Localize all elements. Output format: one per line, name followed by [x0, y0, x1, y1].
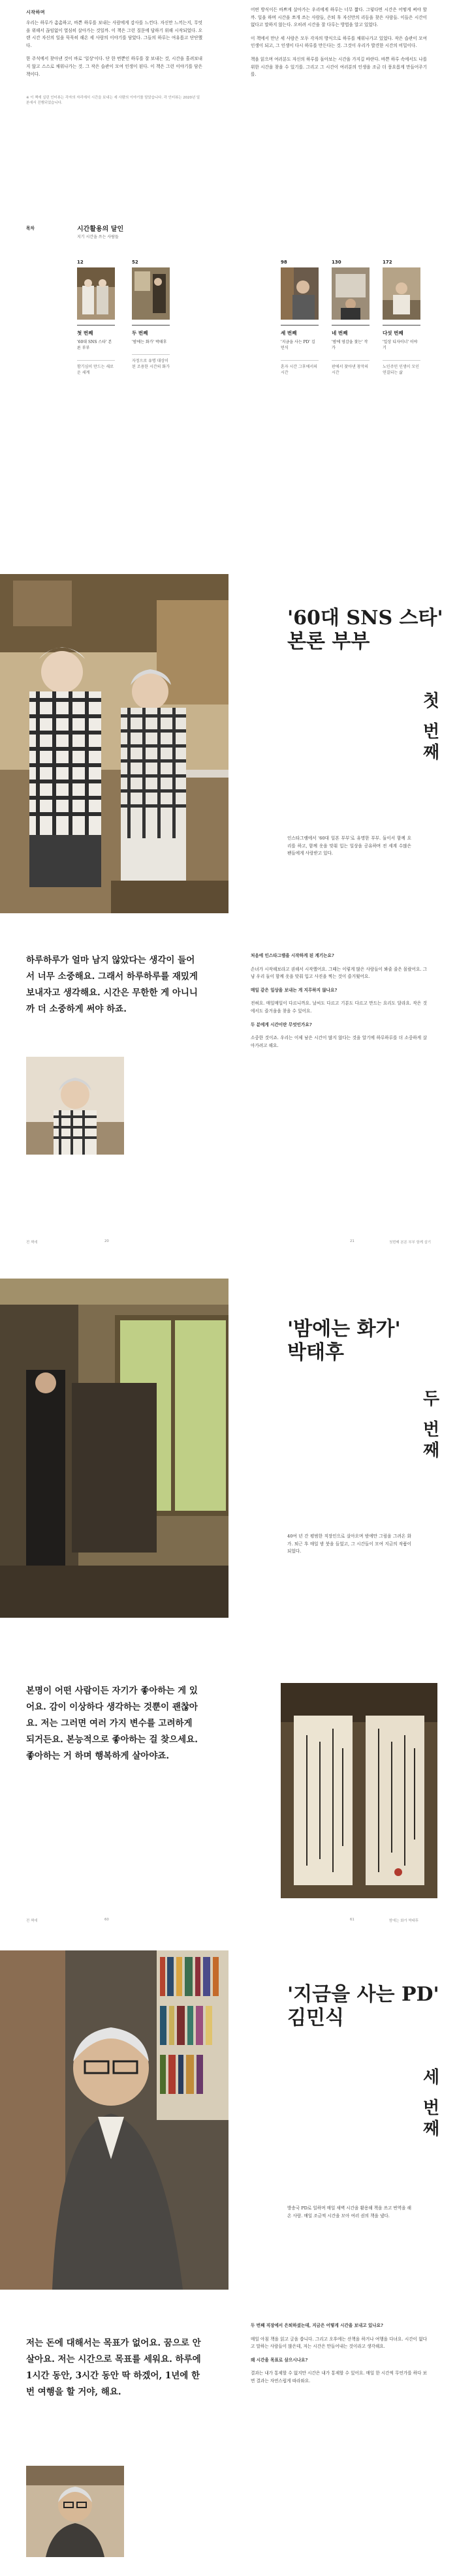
- toc-thumbnail: [132, 267, 170, 320]
- pd-title: [287, 1983, 439, 2030]
- pd-vertical-ordinal: 세 번째: [420, 2068, 439, 2141]
- toc-label: 목차: [26, 226, 35, 231]
- intro-paragraph: 어떤 방식이든 바쁘게 살아가는 우리에게 하루는 너무 짧다. 그렇다면 시간은 어떻게 써야 할까. 일을 하며 시간을 쪼개 쓰는 사람들, 은퇴 후 자신만의 리듬을 찾은 사람들. 이들은 시간이 없다고 말하지 않는다. 오히려 시간을 잘 다루는 방법을 알고 있었다.: [251, 7, 427, 28]
- toc-title: 시간활용의 달인: [77, 226, 124, 233]
- painter-title-line-1: '밤에는 화가': [287, 1318, 401, 1341]
- qa-answer: 손녀가 시작해보라고 권해서 시작했어요. 그때는 이렇게 많은 사람들이 봐줄 줄은 몰랐어요. 그냥 우리 둘이 함께 옷을 맞춰 입고 사진을 찍는 것이 즐거웠어요.: [251, 966, 427, 980]
- painter-vertical-ordinal: 두 번째: [420, 1389, 439, 1462]
- page-footer-right: 첫번째 본론 부부 함께 살기: [389, 1241, 432, 1245]
- couple-vertical-ordinal: 첫 번째: [420, 691, 439, 765]
- painter-studio-photo: [0, 1279, 228, 1618]
- qa-question: 두 분에게 시간이란 무엇인가요?: [251, 1022, 312, 1027]
- toc-person: '지금을 사는 PD' 김민식: [281, 340, 315, 350]
- toc-entry-5[interactable]: [383, 260, 420, 376]
- toc-entry-4[interactable]: [332, 260, 370, 376]
- couple-kitchen-photo: [0, 574, 228, 913]
- spread-couple-opener: [0, 574, 457, 913]
- intro-paragraph: 이 책에서 만난 세 사람은 모두 각자의 방식으로 하루를 채워나가고 있었다. 작은 습관이 모여 인생이 되고, 그 인생이 다시 하루를 만든다는 것. 그것이 우리가 발견한 시간의 비밀이다.: [251, 35, 427, 49]
- spread-painter-opener: [0, 1279, 457, 1618]
- intro-paragraph: 우리는 하루가 촘촘하고, 바쁜 하루를 보내는 사람에게 감사를 느낀다. 자신만 느끼는지, 무엇을 위해서 끊임없이 열심히 살아가는 것일까. 이 책은 그런 질문에 답하기 위해 시작되었다. 오랜 시간 자신의 일을 묵묵히 해온 세 사람의 이야기를 담았다. 그들의 하루는 여유롭고 단단했다.: [26, 20, 202, 48]
- qa-question: 매일 같은 일상을 보내는 게 지루하지 않나요?: [251, 987, 338, 993]
- pd-pull-quote: 저는 돈에 대해서는 목표가 없어요. 꿈으로 안 살아요. 저는 시간으로 목표를 세워요. 하루에 1시간 동안, 3시간 동안 딱 하겠어, 1년에 한 번 여행을 할 거야, 해요.: [26, 2338, 201, 2397]
- pd-title-line-1: '지금을 사는 PD': [287, 1983, 439, 2006]
- intro-left-column: [26, 20, 202, 106]
- toc-thumbnail: [281, 267, 319, 320]
- toc-ordinal: 첫 번째: [77, 325, 115, 337]
- toc-subtitle: 지기 시간을 쓰는 사람들: [77, 235, 119, 239]
- section-header: 시작하며: [26, 10, 46, 15]
- qa-question: 두 번째 직장에서 은퇴하셨는데, 지금은 어떻게 시간을 보내고 있나요?: [251, 2323, 383, 2328]
- page-number-left: 20: [104, 1239, 109, 1243]
- toc-thumbnail: [77, 267, 115, 320]
- painter-intro: 40여 년 간 평범한 직장인으로 살아오며 밤에만 그림을 그려온 화가. 퇴근 후 매일 밤 붓을 들었고, 그 시간들이 모여 지금의 작품이 되었다.: [287, 1534, 411, 1554]
- couple-title-line-1: '60대 SNS 스타': [287, 607, 443, 629]
- page-number-left: 60: [104, 1918, 109, 1922]
- toc-person: '밤에 영감을 찾는' 작가: [332, 340, 368, 350]
- toc-person: '밤에는 화가' 박태후: [132, 340, 167, 344]
- intro-paragraph: 한 주석에서 찾아낸 것이 바로 '일상'이다. 단 한 번뿐인 하루를 잘 보내는 것, 시간을 흘려보내지 않고 스스로 채워나가는 것. 그 작은 습관이 모여 인생이 된다. 이 책은 그런 이야기를 담은 책이다.: [26, 56, 202, 77]
- intro-right-column: [251, 7, 427, 85]
- toc-person: '60대 SNS 스타' 본론 부부: [77, 340, 112, 350]
- toc-page-number: 130: [332, 260, 341, 265]
- toc-entry-3[interactable]: [281, 260, 319, 376]
- toc-ordinal: 네 번째: [332, 325, 370, 337]
- spread-pd-quote: [0, 2309, 457, 2570]
- intro-footnote: ※ 이 책에 실린 인터뷰는 각자의 자리에서 시간을 보내는 세 사람의 이야기를 담았습니다. 각 인터뷰는 2020년 일본에서 진행되었습니다.: [26, 96, 200, 106]
- toc-ordinal: 다섯 번째: [383, 325, 420, 337]
- toc-description: 자정으로 유명 대상이 된 조용한 시간의 화가: [132, 354, 170, 370]
- couple-pull-quote: 하루하루가 얼마 남지 않았다는 생각이 들어서 너무 소중해요. 그래서 하루하루를 재밌게 보내자고 생각해요. 시간은 무한한 게 아니니까 더 소중하게 써야 하죠.: [26, 955, 198, 1014]
- pd-small-photo: [26, 2466, 124, 2557]
- qa-answer: 결과는 내가 통제할 수 없지만 시간은 내가 통제할 수 있어요. 매일 한 시간씩 무언가를 하다 보면 결과는 자연스럽게 따라와요.: [251, 2371, 427, 2384]
- painter-title: [287, 1318, 401, 1365]
- pd-qa: [251, 2322, 427, 2391]
- painter-artwork-photo: [281, 1683, 437, 1898]
- qa-question: 왜 시간을 목표로 삼으시나요?: [251, 2357, 308, 2363]
- intro-paragraph: 책을 읽으며 여러분도 자신의 하루를 돌아보는 시간을 가지길 바란다. 바쁜 하루 속에서도 나를 위한 시간을 찾을 수 있기를. 그리고 그 시간이 여러분의 인생을 조금 더 풍요롭게 만들어주기를.: [251, 56, 427, 78]
- spread-couple-quote: [0, 939, 457, 1252]
- qa-answer: 매일 아침 책을 읽고 글을 씁니다. 그리고 오후에는 산책을 하거나 여행을 다녀요. 시간이 없다고 말하는 사람들이 많은데, 저는 시간은 만들어내는 것이라고 생각해요.: [251, 2336, 427, 2350]
- couple-intro: 인스타그램에서 '60대 일본 부부'로 유명한 부부. 둘이서 함께 요리를 하고, 함께 옷을 맞춰 입는 일상을 공유하며 전 세계 수많은 팬들에게 사랑받고 있다.: [287, 836, 411, 856]
- toc-description: 혼자 시간 그후에서의 시간: [281, 360, 319, 376]
- toc-person: '일상 디자이너' 이야기: [383, 340, 418, 350]
- page-footer-left: 전 책에: [26, 1919, 38, 1923]
- page-footer-left: 전 책에: [26, 1241, 38, 1245]
- qa-answer: 전혀요. 매일매일이 다르니까요. 날씨도 다르고 기분도 다르고 만드는 요리도 달라요. 작은 것에서도 즐거움을 찾을 수 있어요.: [251, 1001, 427, 1014]
- qa-question: 처음에 인스타그램을 시작하게 된 계기는요?: [251, 953, 334, 958]
- toc-page-number: 12: [77, 260, 84, 265]
- pd-portrait-photo: [0, 1950, 228, 2290]
- toc-thumbnail: [332, 267, 370, 320]
- toc-entry-1[interactable]: [77, 260, 115, 376]
- toc-page-number: 52: [132, 260, 138, 265]
- toc-page-number: 172: [383, 260, 392, 265]
- toc-thumbnail: [383, 267, 420, 320]
- spread-pd-opener: [0, 1950, 457, 2290]
- toc-description: 노인주민 인생이 모인 연결되는 삶: [383, 360, 420, 376]
- spread-painter-quote: [0, 1644, 457, 1931]
- page-number-right: 61: [350, 1918, 355, 1922]
- toc-ordinal: 세 번째: [281, 325, 319, 337]
- pd-intro: 방송국 PD로 일하며 매일 새벽 시간을 활용해 책을 쓰고 번역을 해온 사람. 매일 조금씩 시간을 모아 여러 권의 책을 냈다.: [287, 2205, 411, 2219]
- couple-portrait-photo: [26, 1057, 124, 1155]
- qa-answer: 소중한 것이죠. 우리는 이제 남은 시간이 많지 않다는 것을 알기에 하루하루를 더 소중하게 살아가려고 해요.: [251, 1035, 427, 1048]
- toc-ordinal: 두 번째: [132, 325, 170, 337]
- toc-page-number: 98: [281, 260, 287, 265]
- painter-pull-quote: 본명이 어떤 사람이든 자기가 좋아하는 게 있어요. 감이 이상하다 생각하는 것뿐이 괜찮아요. 저는 그러면 여러 가지 변수를 고려하게 되거든요. 본능적으로 좋아하는 걸 찾으세요. 좋아하는 거 하며 행복하게 살아야죠.: [26, 1686, 198, 1761]
- page-number-right: 21: [350, 1239, 355, 1243]
- couple-title: [287, 607, 443, 654]
- page-footer-right: 밤에는 화가 박태후: [389, 1919, 419, 1923]
- painter-title-line-2: 박태후: [287, 1341, 344, 1364]
- toc-entry-2[interactable]: [132, 260, 170, 370]
- spread-intro: [0, 0, 457, 375]
- toc-description: 함기심이 만드는 새로운 세계: [77, 360, 115, 376]
- pd-title-line-2: 김민식: [287, 2007, 344, 2029]
- toc-description: 판에서 찾아낸 창작의 시간: [332, 360, 370, 376]
- couple-title-line-2: 본론 부부: [287, 630, 370, 653]
- couple-qa: [251, 952, 427, 1055]
